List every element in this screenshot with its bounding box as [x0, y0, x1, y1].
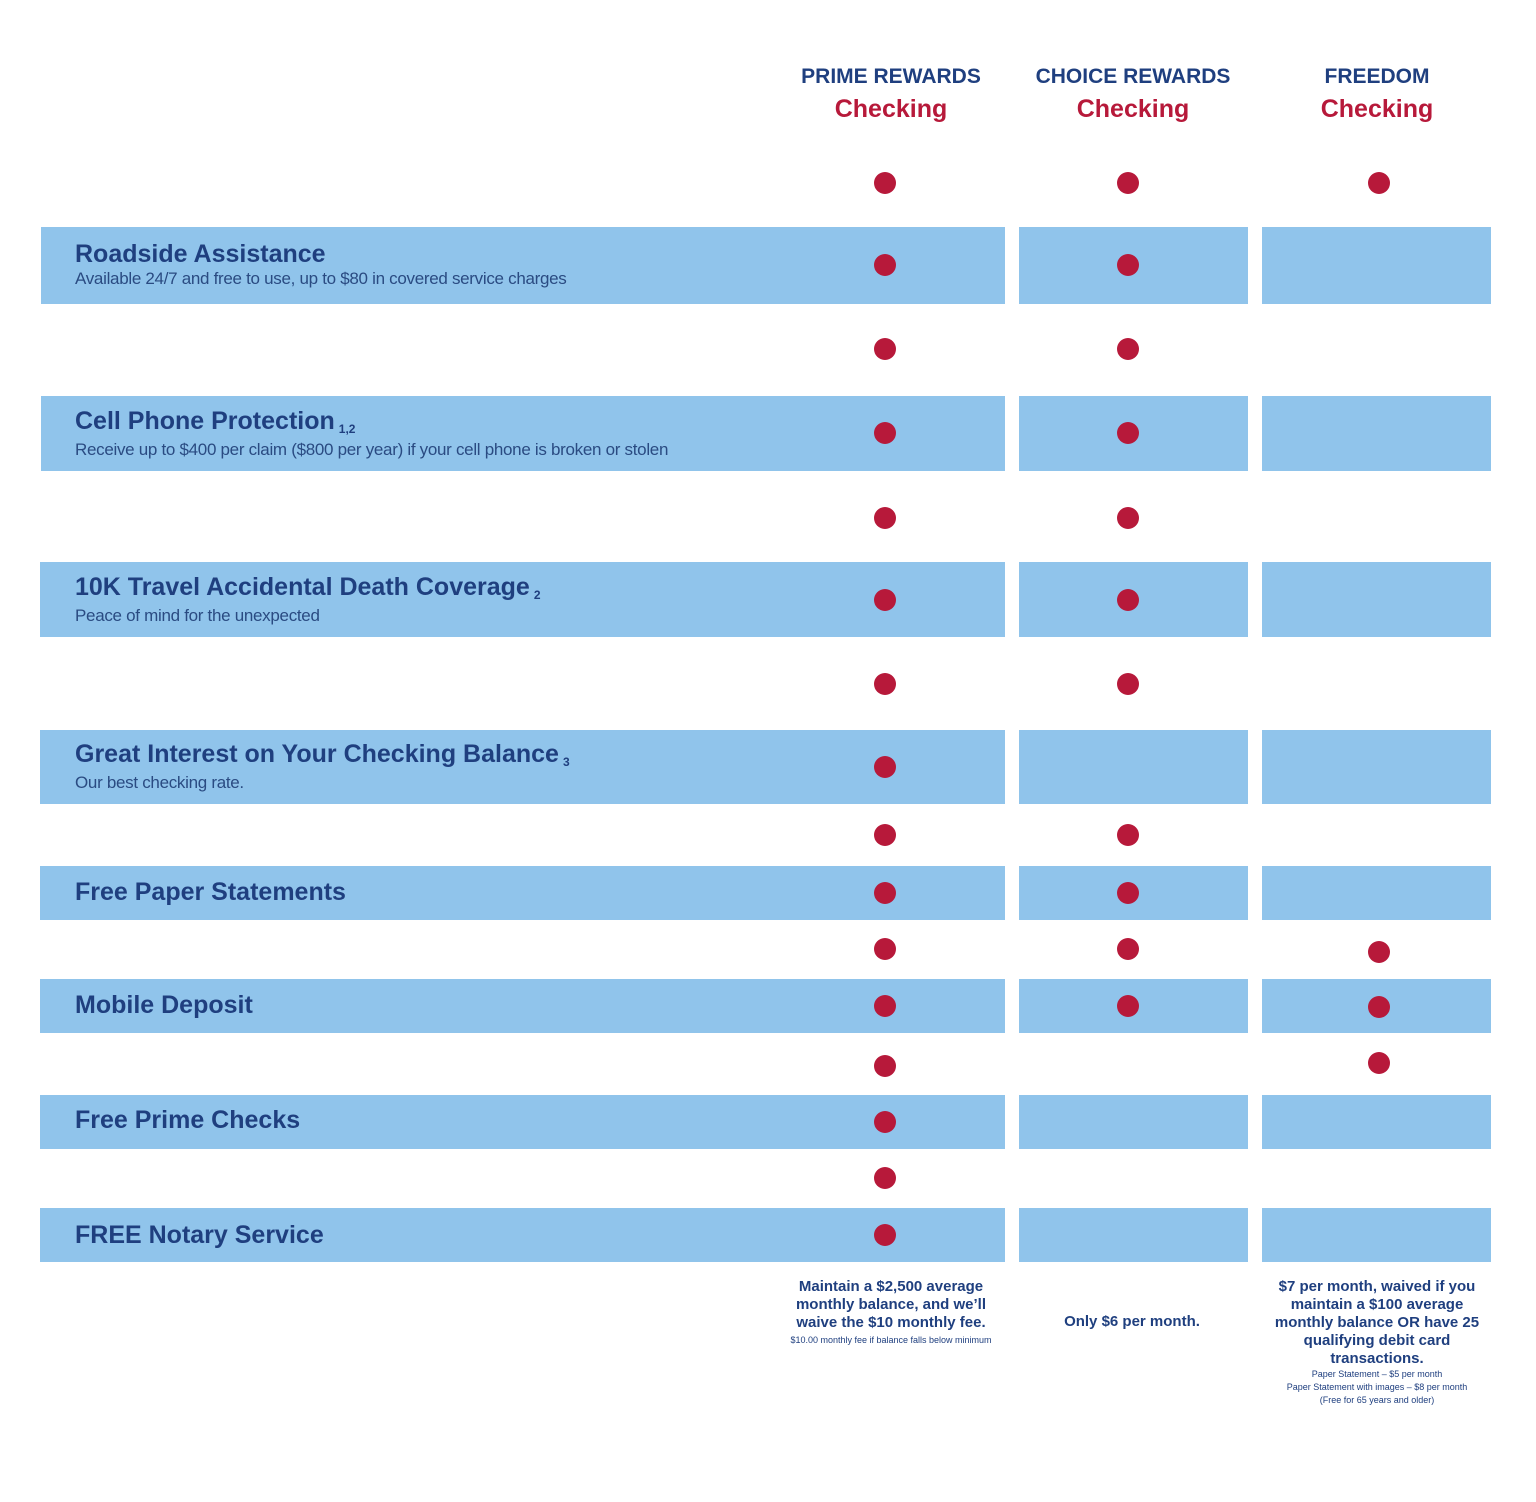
availability-dot: [874, 422, 896, 444]
availability-dot: [1117, 507, 1139, 529]
band-choice-cell: [1019, 1208, 1248, 1262]
availability-dot: [874, 673, 896, 695]
footnote-ref: 2: [533, 588, 541, 602]
column-header-prime: [771, 62, 1011, 126]
column-subtitle: Checking: [1320, 95, 1434, 123]
availability-dot: [874, 589, 896, 611]
availability-dot: [1368, 941, 1390, 963]
column-name: CHOICE REWARDS: [1035, 65, 1231, 88]
band-freedom-cell: [1262, 396, 1491, 471]
availability-dot: [1117, 422, 1139, 444]
footer-fine-print: (Free for 65 years and older): [1319, 1395, 1435, 1405]
feature-description: Peace of mind for the unexpected: [75, 606, 320, 625]
feature-label: [75, 1220, 324, 1250]
footnote-ref: 3: [562, 755, 570, 769]
availability-dot: [1117, 938, 1139, 960]
availability-dot: [874, 338, 896, 360]
feature-label: [75, 572, 541, 626]
availability-dot: [1117, 882, 1139, 904]
feature-label: [75, 990, 253, 1020]
availability-dot: [1368, 172, 1390, 194]
band-freedom-cell: [1262, 1208, 1491, 1262]
availability-dot: [1117, 673, 1139, 695]
feature-title: FREE Notary Service: [75, 1221, 324, 1249]
band-freedom-cell: [1262, 227, 1491, 304]
availability-dot: [874, 938, 896, 960]
band-choice-cell: [1019, 730, 1248, 804]
availability-dot: [1117, 338, 1139, 360]
footer-fine-print: Paper Statement with images – $8 per month: [1286, 1382, 1468, 1392]
feature-label: [75, 406, 668, 460]
availability-dot: [874, 1111, 896, 1133]
feature-title: Mobile Deposit: [75, 991, 253, 1019]
feature-label: [75, 877, 346, 907]
feature-title: Cell Phone Protection $^{1,2}$: [75, 407, 356, 436]
footer-main-text: $7 per month, waived if you maintain a $100 average monthly balance OR have 25 qualifying debit card transactions.: [1274, 1278, 1480, 1367]
column-name: PRIME REWARDS: [801, 65, 981, 88]
column-subtitle: Checking: [834, 95, 948, 123]
availability-dot: [874, 995, 896, 1017]
column-name: FREEDOM: [1324, 65, 1430, 88]
band-freedom-cell: [1262, 730, 1491, 804]
footer-fine-print: $10.00 monthly fee if balance falls below minimum: [790, 1335, 992, 1345]
availability-dot: [1117, 995, 1139, 1017]
availability-dot: [874, 756, 896, 778]
footnote-ref: 1,2: [338, 422, 356, 436]
feature-label: [75, 739, 570, 793]
column-header-freedom: [1257, 62, 1497, 126]
column-subtitle: Checking: [1076, 95, 1190, 123]
feature-title: Free Paper Statements: [75, 878, 346, 906]
availability-dot: [874, 824, 896, 846]
availability-dot: [874, 254, 896, 276]
feature-label: [75, 1105, 300, 1135]
availability-dot: [1117, 254, 1139, 276]
footer-main-text: Maintain a $2,500 average monthly balance, and we’ll waive the $10 monthly fee.: [795, 1278, 987, 1331]
footer-choice: [1017, 1313, 1247, 1331]
band-freedom-cell: [1262, 866, 1491, 920]
availability-dot: [874, 1167, 896, 1189]
availability-dot: [874, 172, 896, 194]
footer-prime: [776, 1278, 1006, 1347]
feature-title: Great Interest on Your Checking Balance $^3$: [75, 740, 570, 769]
feature-title: 10K Travel Accidental Death Coverage $^2$: [75, 573, 541, 602]
availability-dot: [1368, 1052, 1390, 1074]
column-header-choice: [1013, 62, 1253, 126]
availability-dot: [1117, 824, 1139, 846]
footer-freedom: [1262, 1278, 1492, 1407]
availability-dot: [1117, 172, 1139, 194]
footer-fine-print: Paper Statement – $5 per month: [1311, 1369, 1443, 1379]
feature-label: [75, 239, 567, 289]
band-freedom-cell: [1262, 562, 1491, 637]
feature-title: Free Prime Checks: [75, 1106, 301, 1134]
availability-dot: [874, 882, 896, 904]
band-freedom-cell: [1262, 1095, 1491, 1149]
availability-dot: [1117, 589, 1139, 611]
feature-description: Our best checking rate.: [75, 773, 244, 792]
footer-main-text: Only $6 per month.: [1064, 1313, 1200, 1330]
feature-title: Roadside Assistance: [75, 240, 326, 268]
feature-description: Available 24/7 and free to use, up to $80 in covered service charges: [75, 269, 567, 288]
availability-dot: [874, 1055, 896, 1077]
availability-dot: [1368, 996, 1390, 1018]
feature-description: Receive up to $400 per claim ($800 per year) if your cell phone is broken or stolen: [75, 440, 669, 459]
availability-dot: [874, 507, 896, 529]
availability-dot: [874, 1224, 896, 1246]
band-choice-cell: [1019, 1095, 1248, 1149]
